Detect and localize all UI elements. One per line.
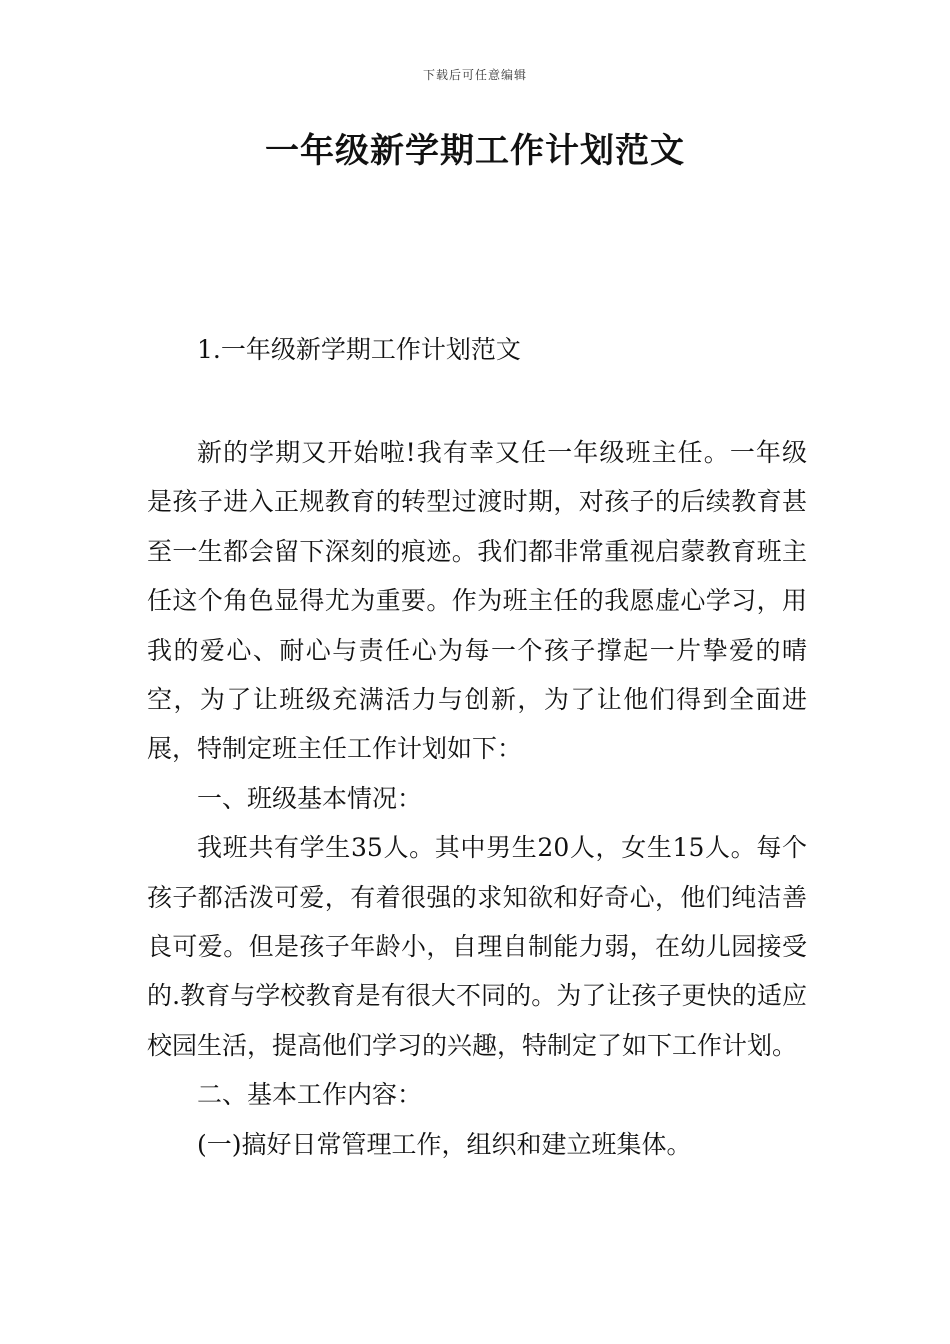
- paragraph-intro: 新的学期又开始啦!我有幸又任一年级班主任。一年级是孩子进入正规教育的转型过渡时期，对孩子的后续教育甚至一生都会留下深刻的痕迹。我们都非常重视启蒙教育班主任这个角色显得尤为重要。作为班主任的我愿虚心学习，用我的爱心、耐心与责任心为每一个孩子撑起一片挚爱的晴空，为了让班级充满活力与创新，为了让他们得到全面进展，特制定班主任工作计划如下：: [147, 438, 807, 764]
- document-title: 一年级新学期工作计划范文: [265, 131, 685, 171]
- section-heading: 1.一年级新学期工作计划范文: [197, 335, 521, 364]
- document-body: [147, 428, 807, 1169]
- header-note: 下载后可任意编辑: [422, 68, 527, 82]
- paragraph-heading-class-info: 一、班级基本情况：: [197, 783, 423, 813]
- paragraph-heading-work-content: 二、基本工作内容：: [197, 1080, 423, 1110]
- paragraph-class-info: 我班共有学生35人。其中男生20人，女生15人。每个孩子都活泼可爱，有着很强的求知欲和好奇心，他们纯洁善良可爱。但是孩子年龄小，自理自制能力弱，在幼儿园接受的.教育与学校教育是有很大不同的。为了让孩子更快的适应校园生活，提高他们学习的兴趣，特制定了如下工作计划。: [147, 833, 807, 1060]
- paragraph-work-item-1: (一)搞好日常管理工作，组织和建立班集体。: [197, 1129, 692, 1159]
